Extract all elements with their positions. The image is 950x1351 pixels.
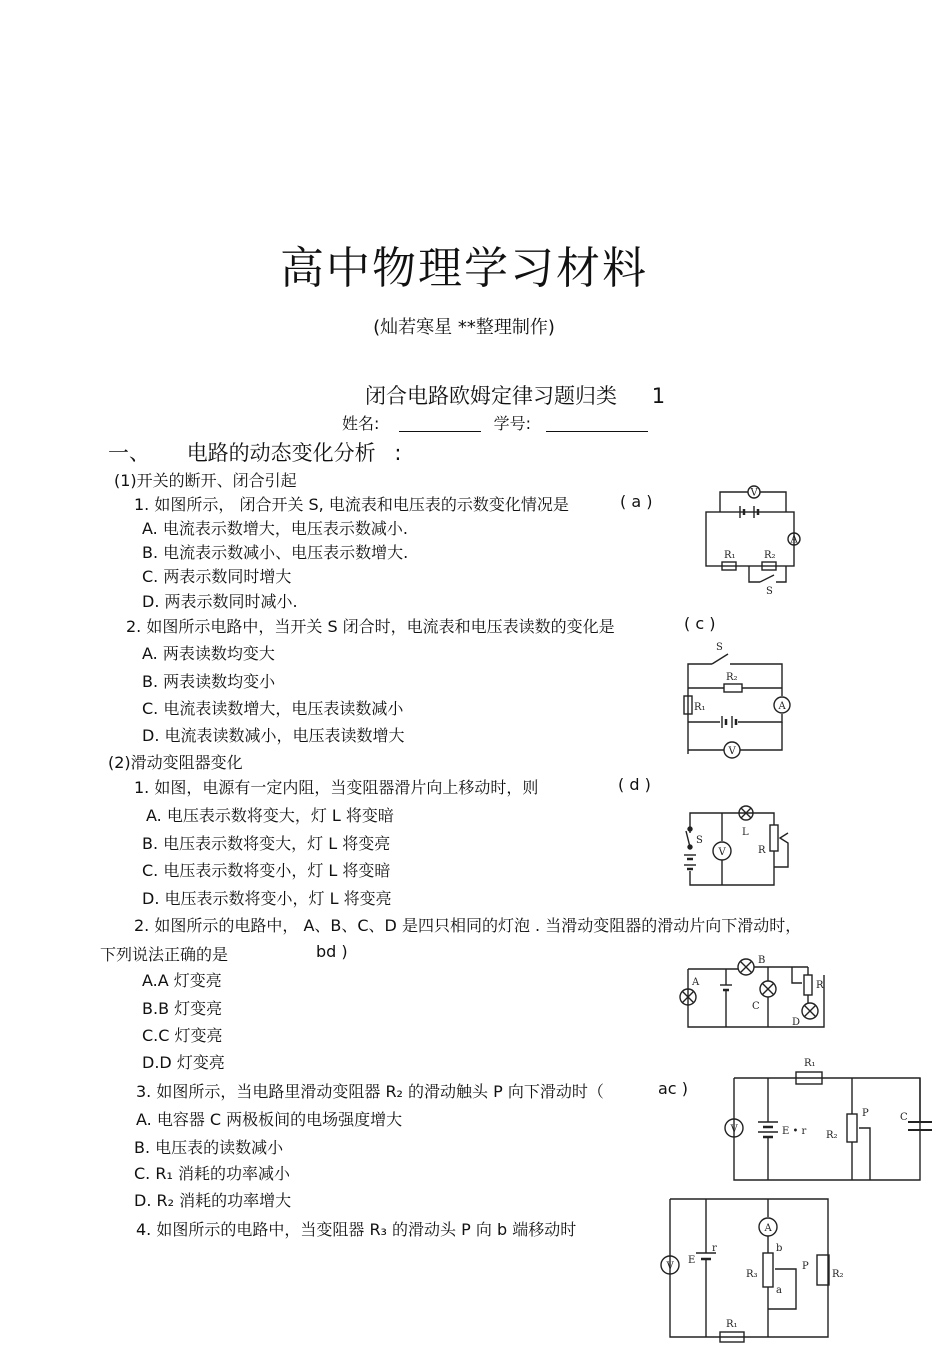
ammeter-label: A <box>790 534 798 546</box>
question-stem: 4. 如图所示的电路中，当变阻器 R₃ 的滑动头 P 向 b 端移动时 <box>136 1220 577 1239</box>
option-b: B. 两表读数均变小 <box>142 672 276 691</box>
option-a: A. 电压表示数将变大，灯 L 将变暗 <box>146 806 394 825</box>
subsection-label: (1)开关的断开、闭合引起 <box>114 471 297 490</box>
wire <box>740 722 782 750</box>
part-title: 电路的动态变化分析 <box>186 441 376 465</box>
name-id-line <box>342 411 648 434</box>
capacitor-label: C <box>900 1112 908 1123</box>
option-b: B. 电流表示数减小、电压表示数增大. <box>142 543 409 562</box>
circuit-figure-2 <box>682 642 797 760</box>
name-label: 姓名: <box>342 414 380 433</box>
option-c: C. 两表示数同时增大 <box>142 567 292 586</box>
wire <box>734 1078 920 1180</box>
switch-wire <box>776 566 786 582</box>
r3-label: R₃ <box>746 1269 758 1280</box>
slider-p-label: P <box>862 1108 869 1119</box>
resistor-r2-icon <box>724 684 742 692</box>
page-subtitle: (灿若寒星 **整理制作) <box>373 317 555 338</box>
section-title <box>365 380 665 410</box>
option-a: A.A 灯变亮 <box>142 971 222 990</box>
option-d: D.D 灯变亮 <box>142 1053 225 1072</box>
circuit-outline <box>706 512 794 566</box>
switch-label: S <box>696 835 703 846</box>
part-number: 一、 <box>108 441 150 465</box>
r2-label: R₂ <box>832 1269 844 1280</box>
part-colon: : <box>394 441 402 465</box>
switch-wire <box>730 664 782 696</box>
lamp-d-label: D <box>792 1017 801 1028</box>
voltmeter-label: V <box>750 487 758 499</box>
id-label: 学号: <box>493 414 531 433</box>
switch-icon <box>712 654 728 664</box>
r2-label: R₂ <box>826 1130 838 1141</box>
emf-label: E <box>688 1255 696 1266</box>
circuit-figure-3 <box>684 803 794 891</box>
question-stem-cont: 下列说法正确的是 <box>100 945 229 964</box>
option-a: A. 两表读数均变大 <box>142 644 275 663</box>
option-c: C. R₁ 消耗的功率减小 <box>134 1164 290 1183</box>
rheostat-r-icon <box>770 825 778 851</box>
section-number: 1 <box>651 384 666 408</box>
r1-label: R₁ <box>804 1058 816 1069</box>
option-d: D. R₂ 消耗的功率增大 <box>134 1191 292 1210</box>
rheostat-label: R <box>816 980 824 991</box>
resistor-r2-icon <box>817 1255 829 1285</box>
rheostat-slider-icon <box>774 833 788 867</box>
question-answer: ( d ) <box>618 775 651 794</box>
option-c: C. 电压表示数将变小，灯 L 将变暗 <box>142 861 391 880</box>
rheostat-slider-icon <box>792 967 802 983</box>
rheostat-slider-icon <box>768 1269 796 1309</box>
r1-label: R₁ <box>724 550 736 561</box>
internal-r-label: r <box>712 1243 717 1254</box>
switch-label: S <box>766 586 773 597</box>
wire <box>738 714 782 722</box>
slider-p-label: P <box>802 1261 809 1272</box>
lamp-c-icon <box>762 983 774 995</box>
option-d: D. 两表示数同时减小. <box>142 592 298 611</box>
voltmeter-label: V <box>666 1261 674 1272</box>
question-answer: ( a ) <box>620 492 653 511</box>
wire <box>690 851 774 885</box>
voltmeter-label: V <box>730 1124 738 1135</box>
lamp-c-label: C <box>752 1001 760 1012</box>
end-b-label: b <box>776 1243 783 1254</box>
voltmeter-wire <box>760 492 786 512</box>
question-answer: bd ) <box>316 942 348 961</box>
rheostat-r2-icon <box>847 1114 857 1142</box>
lamp-l-label: L <box>742 827 749 838</box>
r2-label: R₂ <box>726 672 738 683</box>
question-answer: ( c ) <box>684 614 716 633</box>
switch-icon <box>760 575 774 582</box>
switch-contact-icon <box>688 827 692 831</box>
circuit-figure-5 <box>720 1052 940 1184</box>
voltmeter-label: V <box>718 847 726 858</box>
rheostat-slider-icon <box>859 1128 870 1180</box>
question-stem: 3. 如图所示，当电路里滑动变阻器 R₂ 的滑动触头 P 向下滑动时（ <box>136 1082 604 1101</box>
ammeter-label: A <box>764 1223 772 1234</box>
question-answer: ac ) <box>658 1079 688 1098</box>
switch-icon <box>686 831 690 847</box>
circuit-figure-1 <box>700 482 805 596</box>
option-a: A. 电流表示数增大，电压表示数减小. <box>142 519 408 538</box>
part-heading <box>108 437 401 467</box>
voltmeter-label: V <box>728 746 736 757</box>
page-title: 高中物理学习材料 <box>280 243 648 294</box>
id-blank[interactable] <box>546 415 648 432</box>
r2-label: R₂ <box>764 550 776 561</box>
option-d: D. 电压表示数将变小，灯 L 将变亮 <box>142 889 392 908</box>
option-c: C.C 灯变亮 <box>142 1026 223 1045</box>
question-stem: 2. 如图所示电路中，当开关 S 闭合时，电流表和电压表读数的变化是 <box>126 617 615 636</box>
switch-label: S <box>716 642 723 653</box>
option-b: B.B 灯变亮 <box>142 999 223 1018</box>
lamp-d-icon <box>804 1005 816 1017</box>
rheostat-r-label: R <box>758 845 766 856</box>
lamp-a-label: A <box>692 977 700 988</box>
r1-label: R₁ <box>694 702 706 713</box>
switch-wire <box>749 566 760 582</box>
option-b: B. 电压表的读数减小 <box>134 1138 284 1157</box>
rheostat-r3-icon <box>763 1253 773 1287</box>
lamp-b-label: B <box>758 955 766 966</box>
rheostat-icon <box>804 975 812 995</box>
option-c: C. 电流表读数增大，电压表读数减小 <box>142 699 404 718</box>
circuit-figure-6 <box>652 1193 844 1343</box>
option-a: A. 电容器 C 两极板间的电场强度增大 <box>136 1110 403 1129</box>
option-b: B. 电压表示数将变大，灯 L 将变亮 <box>142 834 391 853</box>
end-a-label: a <box>776 1285 782 1296</box>
lamp-b-icon <box>740 961 752 973</box>
ammeter-label: A <box>778 701 786 712</box>
question-stem: 1. 如图所示， 闭合开关 S, 电流表和电压表的示数变化情况是 <box>134 495 569 514</box>
question-stem: 1. 如图，电源有一定内阻，当变阻器滑片向上移动时，则 <box>134 778 539 797</box>
option-d: D. 电流表读数减小，电压表读数增大 <box>142 726 405 745</box>
question-stem: 2. 如图所示的电路中， A、B、C、D 是四只相同的灯泡 . 当滑动变阻器的滑动片向下滑动时， <box>134 916 802 935</box>
emf-label: E • r <box>782 1126 807 1137</box>
section-title-text: 闭合电路欧姆定律习题归类 <box>365 384 617 408</box>
r1-label: R₁ <box>726 1319 738 1330</box>
name-blank[interactable] <box>399 415 481 432</box>
circuit-figure-4 <box>678 955 830 1033</box>
subsection-label: (2)滑动变阻器变化 <box>108 753 243 772</box>
wire <box>698 813 774 825</box>
